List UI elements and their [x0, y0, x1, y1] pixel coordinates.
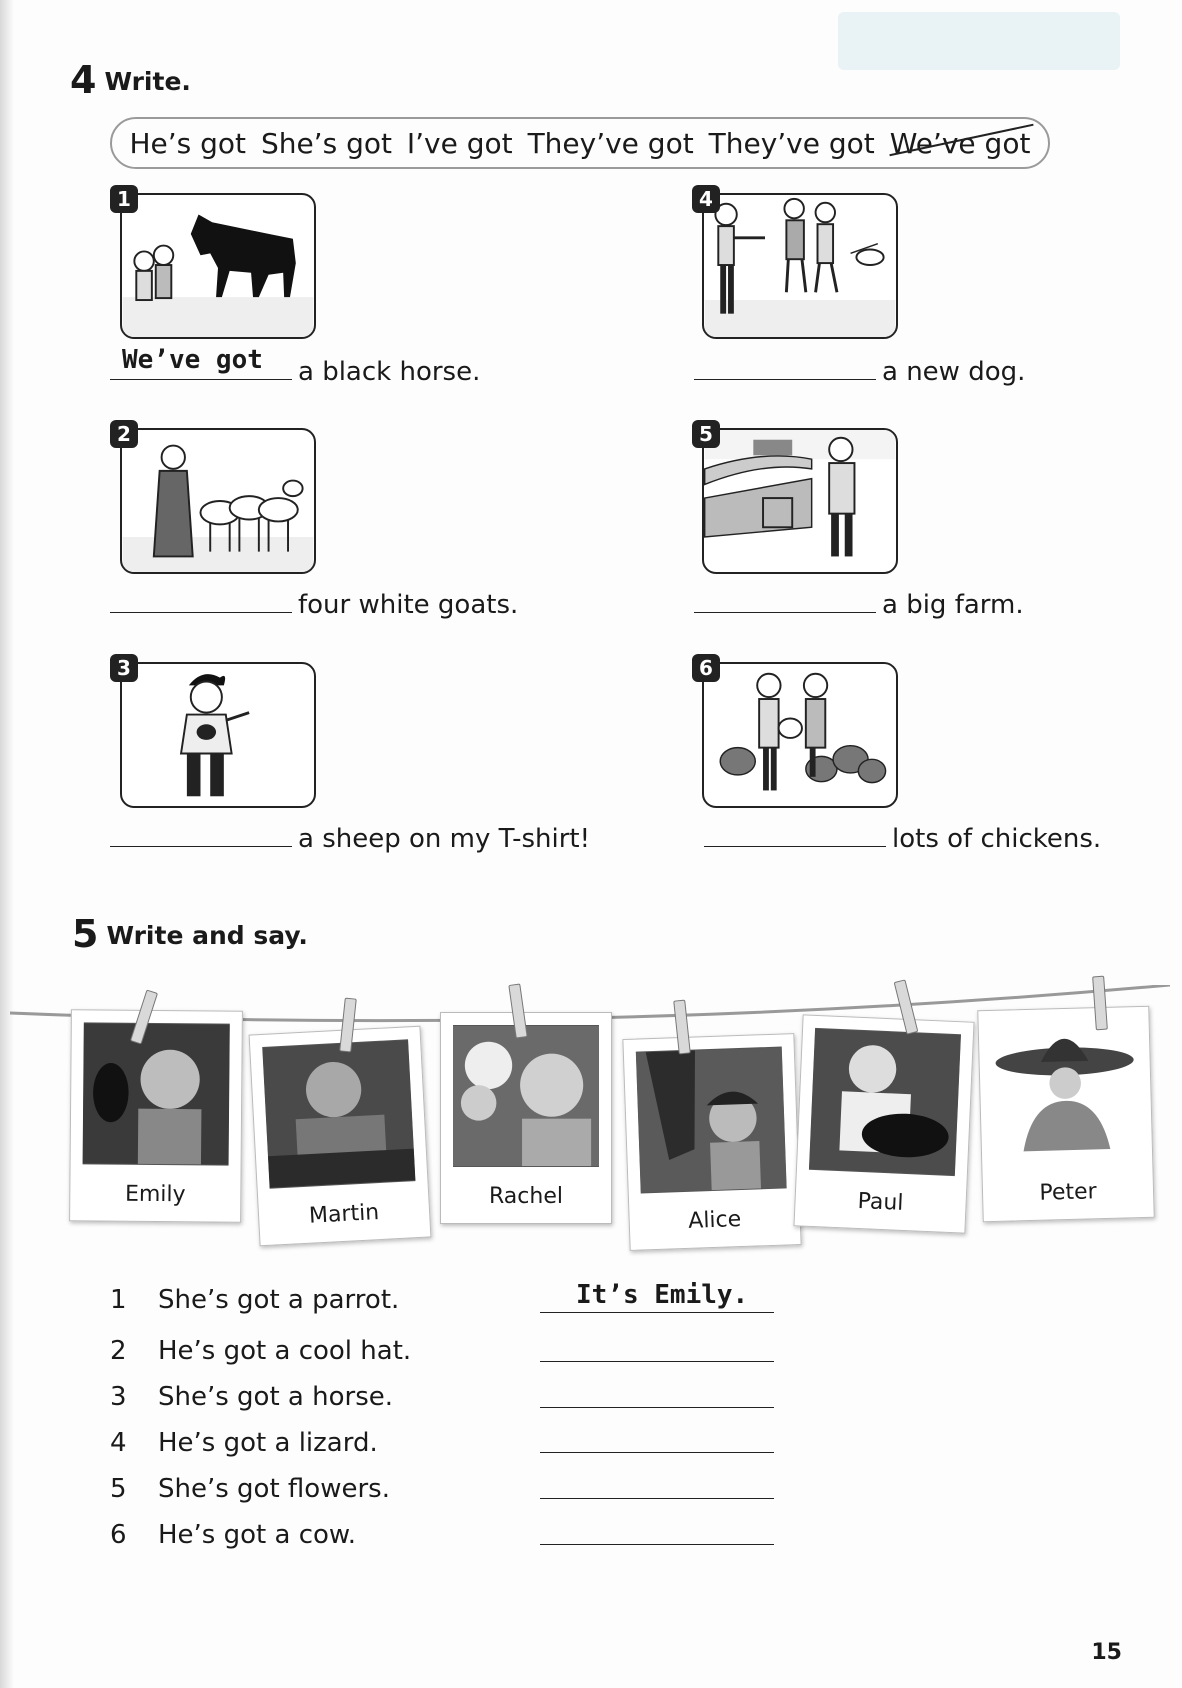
answer-line[interactable]: [540, 1331, 774, 1362]
photo-image: [809, 1028, 961, 1176]
answer-blank[interactable]: [694, 588, 876, 613]
question-number: 6: [110, 1520, 127, 1550]
item-text: four white goats.: [298, 590, 519, 620]
question-number: 4: [110, 1428, 127, 1458]
bleed-through-tab: [838, 12, 1120, 70]
question-number: 1: [110, 1285, 127, 1315]
photo-card: [622, 1033, 801, 1251]
photo-card: [977, 1006, 1154, 1222]
goats-illustration: [122, 430, 314, 572]
answer-line[interactable]: [540, 1422, 774, 1453]
section-4-number: 4: [70, 58, 97, 102]
question-row: [110, 1520, 356, 1550]
section-4-heading: [70, 58, 191, 102]
answer-blank[interactable]: [110, 345, 292, 380]
item-1-sentence: [110, 345, 481, 387]
question-number: 3: [110, 1382, 127, 1412]
item-4-sentence: [694, 355, 1025, 387]
word-box-item: I’ve got: [406, 126, 513, 160]
answer-line[interactable]: [540, 1514, 774, 1545]
section-4-title: Write.: [104, 67, 191, 96]
item-text: lots of chickens.: [892, 824, 1102, 854]
photo-caption: Alice: [687, 1207, 742, 1234]
answer-line[interactable]: [540, 1468, 774, 1499]
item-badge: 6: [692, 654, 720, 682]
handwritten-answer: We’ve got: [122, 345, 263, 375]
photo-caption: Rachel: [489, 1184, 563, 1209]
answer-line[interactable]: [540, 1377, 774, 1408]
item-badge: 5: [692, 420, 720, 448]
photo-card: [69, 1009, 243, 1222]
question-text: She’s got flowers.: [158, 1474, 390, 1504]
item-3-sentence: [110, 822, 590, 854]
question-text: She’s got a parrot.: [158, 1285, 400, 1315]
question-text: He’s got a lizard.: [158, 1428, 378, 1458]
answer-blank[interactable]: [704, 822, 886, 847]
item-badge: 3: [110, 654, 138, 682]
clothes-peg: [1092, 976, 1108, 1031]
photo-image: [636, 1047, 787, 1194]
item-5-sentence: [694, 588, 1024, 620]
photo-card: [793, 1014, 974, 1233]
question-row: [110, 1285, 399, 1315]
photo-image: [991, 1019, 1141, 1165]
photo-image: [262, 1039, 415, 1188]
item-text: a big farm.: [882, 590, 1024, 620]
section-5-title: Write and say.: [106, 921, 308, 950]
farm-illustration: [704, 430, 896, 572]
photo-caption: Paul: [857, 1188, 905, 1216]
item-2-sentence: [110, 588, 518, 620]
word-box-item-used: We’ve got: [889, 126, 1031, 160]
word-box-item: She’s got: [260, 126, 392, 160]
picture-chickens: [702, 662, 898, 808]
chickens-illustration: [704, 664, 896, 806]
picture-farm: [702, 428, 898, 574]
page-edge-shadow: [0, 0, 14, 1688]
photo-caption: Peter: [1039, 1179, 1097, 1206]
question-row: [110, 1336, 411, 1366]
word-box-item: They’ve got: [708, 126, 875, 160]
question-text: He’s got a cow.: [158, 1520, 357, 1550]
photo-image: [453, 1025, 599, 1167]
question-text: He’s got a cool hat.: [158, 1336, 412, 1366]
boy-tshirt-illustration: [122, 664, 314, 806]
picture-horse: [120, 193, 316, 339]
question-row: [110, 1428, 378, 1458]
word-box-item: They’ve got: [527, 126, 694, 160]
handwritten-answer: It’s Emily.: [576, 1280, 749, 1310]
item-text: a sheep on my T-shirt!: [298, 824, 591, 854]
photo-card: [249, 1026, 432, 1247]
answer-blank[interactable]: [110, 588, 292, 613]
item-text: a black horse.: [298, 357, 481, 387]
picture-goats: [120, 428, 316, 574]
question-row: [110, 1474, 390, 1504]
photo-image: [83, 1022, 230, 1165]
section-5-number: 5: [72, 912, 99, 956]
picture-boy-tshirt: [120, 662, 316, 808]
dog-walkers-illustration: [704, 195, 896, 337]
question-text: She’s got a horse.: [158, 1382, 394, 1412]
word-box-item: He’s got: [129, 126, 247, 160]
item-text: a new dog.: [882, 357, 1026, 387]
photo-card: [440, 1012, 612, 1224]
page-number: 15: [1091, 1640, 1122, 1665]
section-5-heading: [72, 912, 308, 956]
horse-illustration: [122, 195, 314, 337]
picture-new-dog: [702, 193, 898, 339]
question-row: [110, 1382, 393, 1412]
question-number: 2: [110, 1336, 127, 1366]
item-badge: 4: [692, 185, 720, 213]
photo-caption: Emily: [124, 1181, 186, 1208]
answer-line[interactable]: [540, 1282, 774, 1313]
question-number: 5: [110, 1474, 127, 1504]
photo-caption: Martin: [308, 1200, 380, 1229]
word-box: [110, 117, 1050, 169]
answer-blank[interactable]: [694, 355, 876, 380]
item-badge: 2: [110, 420, 138, 448]
item-6-sentence: [704, 822, 1101, 854]
item-badge: 1: [110, 185, 138, 213]
answer-blank[interactable]: [110, 822, 292, 847]
